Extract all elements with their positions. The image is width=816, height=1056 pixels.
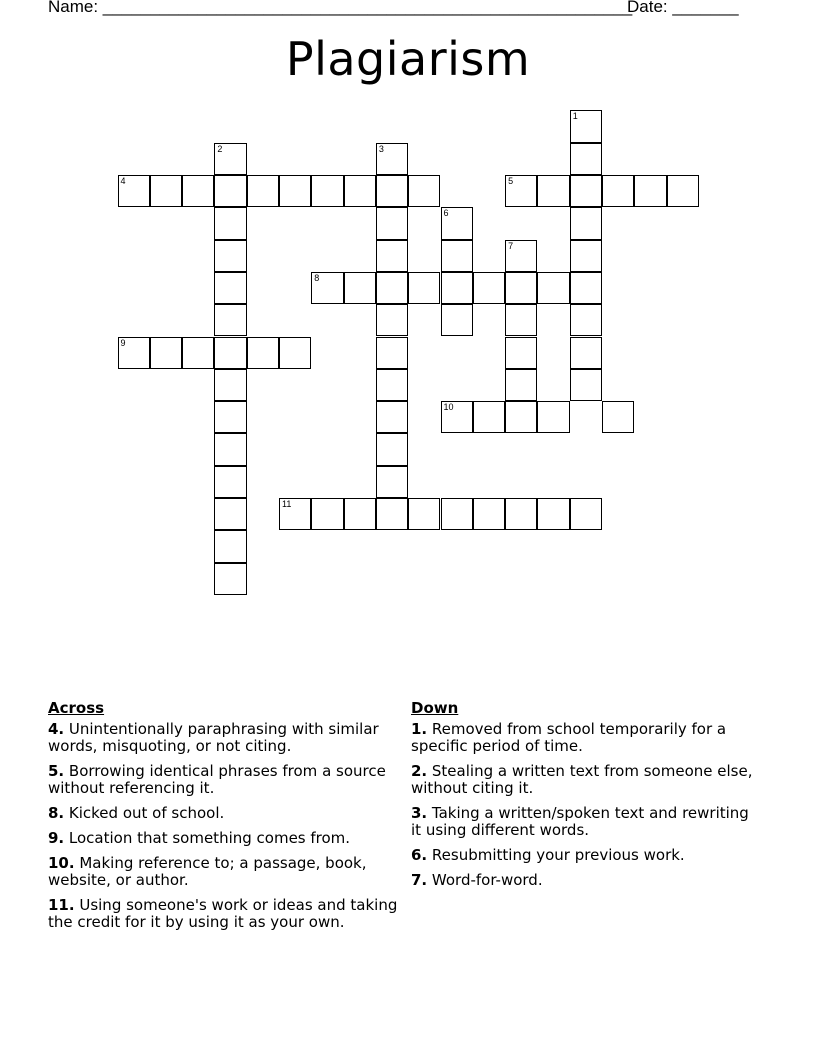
clue-across-5 (48, 763, 398, 797)
grid-cell[interactable] (408, 272, 440, 304)
clue-number: 8. (48, 804, 65, 822)
clue-down-7 (411, 872, 756, 889)
grid-cell[interactable] (214, 563, 246, 595)
page-title: Plagiarism (285, 32, 531, 86)
clue-number: 1. (411, 720, 428, 738)
grid-cell[interactable] (376, 143, 408, 175)
cell-number: 5 (508, 176, 514, 186)
grid-cell[interactable] (214, 433, 246, 465)
cell-number: 3 (378, 143, 384, 154)
grid-cell[interactable] (570, 240, 602, 272)
grid-cell[interactable] (570, 207, 602, 239)
clue-across-4 (48, 721, 398, 755)
grid-cell[interactable] (473, 272, 505, 304)
date-line: Date: _______ (627, 0, 739, 16)
grid-cell[interactable] (505, 175, 537, 207)
grid-cell[interactable] (570, 143, 602, 175)
grid-cell[interactable] (537, 175, 569, 207)
grid-cell[interactable] (214, 337, 246, 369)
cell-number: 8 (314, 272, 320, 283)
clue-down-2 (411, 763, 756, 797)
grid-cell[interactable] (667, 175, 699, 207)
down-clues (411, 700, 756, 897)
grid-cell[interactable] (118, 175, 150, 207)
clue-number: 2. (411, 762, 428, 780)
grid-cell[interactable] (408, 498, 440, 530)
clue-text: Stealing a written text from someone else, without citing it. (411, 762, 753, 797)
clue-number: 6. (411, 846, 428, 864)
grid-cell[interactable] (214, 530, 246, 562)
grid-cell[interactable] (441, 272, 473, 304)
grid-cell[interactable] (537, 401, 569, 433)
clue-down-6 (411, 847, 756, 864)
grid-cell[interactable] (214, 175, 246, 207)
clue-text: Location that something comes from. (64, 829, 351, 847)
clue-text: Kicked out of school. (64, 804, 225, 822)
across-clues (48, 700, 398, 939)
grid-cell[interactable] (441, 304, 473, 336)
grid-cell[interactable] (602, 175, 634, 207)
grid-cell[interactable] (311, 175, 343, 207)
cell-number: 7 (508, 240, 514, 251)
grid-cell[interactable] (537, 498, 569, 530)
grid-cell[interactable] (505, 272, 537, 304)
grid-cell[interactable] (537, 272, 569, 304)
grid-cell[interactable] (311, 272, 343, 304)
cell-number: 9 (120, 337, 126, 348)
cell-number: 2 (217, 143, 223, 154)
grid-cell[interactable] (247, 337, 279, 369)
grid-cell[interactable] (376, 433, 408, 465)
grid-cell[interactable] (570, 498, 602, 530)
clue-text: Resubmitting your previous work. (427, 846, 685, 864)
grid-cell[interactable] (214, 240, 246, 272)
grid-cell[interactable] (214, 401, 246, 433)
grid-cell[interactable] (570, 369, 602, 401)
cell-number: 11 (282, 499, 292, 509)
across-heading: Across (48, 699, 105, 717)
clue-across-10 (48, 855, 398, 889)
clue-number: 10. (48, 854, 75, 872)
grid-cell[interactable] (602, 401, 634, 433)
grid-cell[interactable] (505, 304, 537, 336)
grid-cell[interactable] (505, 240, 537, 272)
grid-cell[interactable] (376, 337, 408, 369)
grid-cell[interactable] (214, 272, 246, 304)
clue-down-3 (411, 805, 756, 839)
grid-cell[interactable] (505, 498, 537, 530)
grid-cell[interactable] (376, 401, 408, 433)
grid-cell[interactable] (505, 401, 537, 433)
grid-cell[interactable] (344, 175, 376, 207)
clue-text: Using someone's work or ideas and taking the credit for it by using it as your own. (48, 896, 398, 931)
grid-cell[interactable] (570, 304, 602, 336)
grid-cell[interactable] (634, 175, 666, 207)
grid-cell[interactable] (150, 337, 182, 369)
grid-cell[interactable] (376, 466, 408, 498)
clue-across-11 (48, 897, 398, 931)
grid-cell[interactable] (570, 272, 602, 304)
clue-text: Removed from school temporarily for a specific period of time. (411, 720, 727, 755)
grid-cell[interactable] (118, 337, 150, 369)
clue-down-1 (411, 721, 756, 755)
grid-cell[interactable] (344, 272, 376, 304)
clue-number: 9. (48, 829, 65, 847)
grid-cell[interactable] (311, 498, 343, 530)
grid-cell[interactable] (150, 175, 182, 207)
grid-cell[interactable] (214, 466, 246, 498)
clue-number: 4. (48, 720, 65, 738)
grid-cell[interactable] (505, 337, 537, 369)
grid-cell[interactable] (344, 498, 376, 530)
grid-cell[interactable] (279, 175, 311, 207)
grid-cell[interactable] (214, 369, 246, 401)
cell-number: 10 (443, 402, 454, 413)
grid-cell[interactable] (570, 175, 602, 207)
cell-number: 1 (572, 111, 578, 122)
clue-number: 3. (411, 804, 428, 822)
grid-cell[interactable] (214, 143, 246, 175)
grid-cell[interactable] (214, 207, 246, 239)
grid-cell[interactable] (376, 207, 408, 239)
grid-cell[interactable] (570, 110, 602, 142)
grid-cell[interactable] (376, 369, 408, 401)
clue-text: Making reference to; a passage, book, website, or author. (48, 854, 367, 889)
grid-cell[interactable] (441, 401, 473, 433)
clue-number: 7. (411, 871, 428, 889)
clue-number: 11. (48, 896, 75, 914)
grid-cell[interactable] (441, 498, 473, 530)
clue-number: 5. (48, 762, 65, 780)
grid-cell[interactable] (376, 498, 408, 530)
grid-cell[interactable] (247, 175, 279, 207)
grid-cell[interactable] (376, 240, 408, 272)
grid-cell[interactable] (182, 175, 214, 207)
down-heading: Down (411, 699, 459, 717)
grid-cell[interactable] (441, 207, 473, 239)
grid-cell[interactable] (441, 240, 473, 272)
grid-cell[interactable] (505, 369, 537, 401)
clue-text: Word-for-word. (427, 871, 543, 889)
grid-cell[interactable] (570, 337, 602, 369)
clue-text: Borrowing identical phrases from a source without referencing it. (48, 762, 386, 797)
clue-text: Taking a written/spoken text and rewriting it using different words. (411, 804, 749, 839)
grid-cell[interactable] (473, 401, 505, 433)
grid-cell[interactable] (376, 272, 408, 304)
grid-cell[interactable] (279, 498, 311, 530)
clue-across-9 (48, 830, 398, 847)
grid-cell[interactable] (376, 175, 408, 207)
grid-cell[interactable] (376, 304, 408, 336)
grid-cell[interactable] (214, 304, 246, 336)
grid-cell[interactable] (279, 337, 311, 369)
cell-number: 4 (120, 176, 126, 186)
grid-cell[interactable] (473, 498, 505, 530)
clue-across-8 (48, 805, 398, 822)
grid-cell[interactable] (214, 498, 246, 530)
grid-cell[interactable] (182, 337, 214, 369)
clue-text: Unintentionally paraphrasing with similar words, misquoting, or not citing. (48, 720, 379, 755)
grid-cell[interactable] (408, 175, 440, 207)
name-line: Name: ________________________________________________________ (48, 0, 633, 16)
cell-number: 6 (443, 208, 449, 219)
